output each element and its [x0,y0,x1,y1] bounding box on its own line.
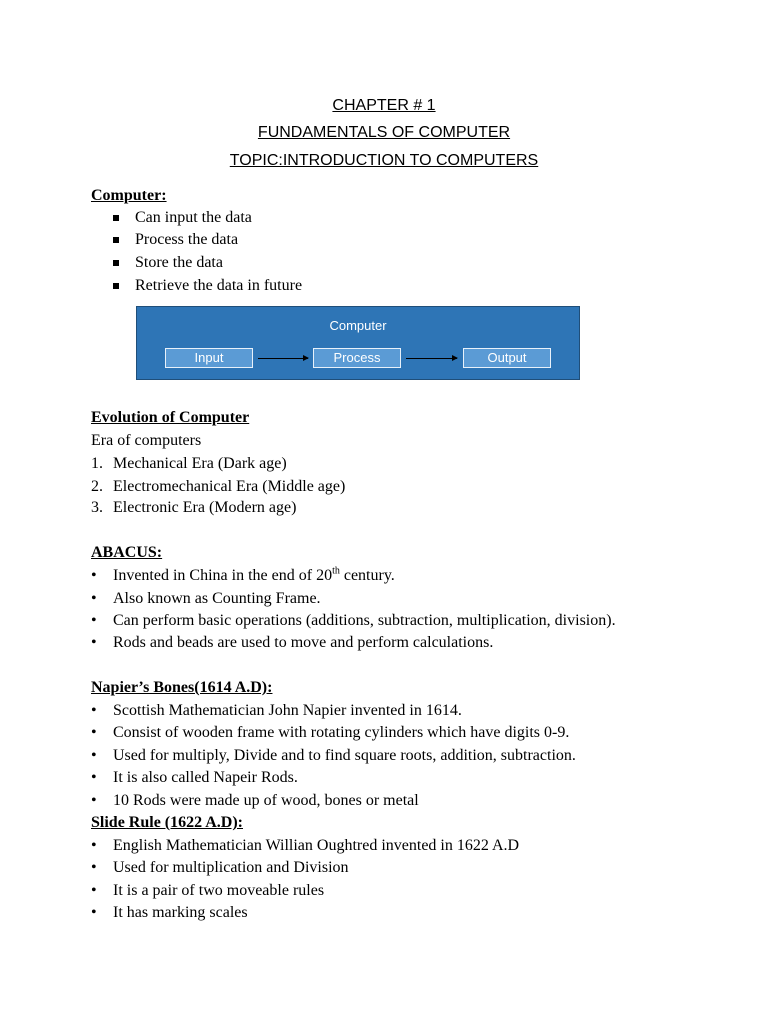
process-box: Process [313,348,401,368]
list-item-text: Also known as Counting Frame. [113,590,321,607]
topic-heading: TOPIC:INTRODUCTION TO COMPUTERS [229,152,539,169]
arrow-right-icon [258,358,308,359]
bullet-icon: • [91,904,97,921]
bullet-icon: • [91,567,97,584]
list-number: 2. [91,478,103,495]
bullet-icon: • [91,612,97,629]
list-item-text: Mechanical Era (Dark age) [113,455,287,472]
bullet-icon: • [91,747,97,764]
input-box: Input [165,348,253,368]
list-item-text: It is also called Napeir Rods. [113,769,298,786]
bullet-icon: • [91,837,97,854]
list-item-text: Electronic Era (Modern age) [113,499,297,516]
subject-heading: FUNDAMENTALS OF COMPUTER [257,124,511,141]
bullet-icon: • [91,634,97,651]
list-item-text: English Mathematician Willian Oughtred invented in 1622 A.D [113,837,520,854]
diagram-title: Computer [329,318,387,333]
square-bullet-icon [113,215,119,221]
list-item-text: Can input the data [135,209,252,226]
abacus-section-title: ABACUS: [91,544,163,561]
list-item-text: Electromechanical Era (Middle age) [113,478,346,495]
square-bullet-icon [113,283,119,289]
list-number: 1. [91,455,103,472]
evolution-intro: Era of computers [91,432,202,449]
napier-section-title: Napier’s Bones(1614 A.D): [91,679,273,696]
computer-section-title: Computer: [91,187,167,204]
bullet-icon: • [91,769,97,786]
list-item-text: Can perform basic operations (additions, subtraction, multiplication, division). [113,612,616,629]
list-item-text: Process the data [135,231,239,248]
bullet-icon: • [91,792,97,809]
chapter-heading: CHAPTER # 1 [332,97,436,114]
bullet-icon: • [91,859,97,876]
list-item-text: Retrieve the data in future [135,277,303,294]
list-item-text: 10 Rods were made up of wood, bones or metal [113,792,419,809]
list-number: 3. [91,499,103,516]
list-item-text: Used for multiplication and Division [113,859,349,876]
bullet-icon: • [91,702,97,719]
list-item-text: It has marking scales [113,904,248,921]
bullet-icon: • [91,882,97,899]
square-bullet-icon [113,237,119,243]
list-item-text: Rods and beads are used to move and perform calculations. [113,634,494,651]
bullet-icon: • [91,590,97,607]
slide-rule-section-title: Slide Rule (1622 A.D): [91,814,243,831]
list-item-text: It is a pair of two moveable rules [113,882,325,899]
arrow-right-icon [406,358,457,359]
bullet-icon: • [91,724,97,741]
list-item-text: Consist of wooden frame with rotating cylinders which have digits 0-9. [113,724,570,741]
square-bullet-icon [113,260,119,266]
list-item-text: Invented in China in the end of 20th century. [113,565,395,584]
output-box: Output [463,348,551,368]
list-item-text: Scottish Mathematician John Napier invented in 1614. [113,702,462,719]
evolution-section-title: Evolution of Computer [91,409,250,426]
list-item-text: Used for multiply, Divide and to find square roots, addition, subtraction. [113,747,576,764]
list-item-text: Store the data [135,254,223,271]
superscript: th [332,565,340,577]
computer-flow-diagram [136,306,580,380]
